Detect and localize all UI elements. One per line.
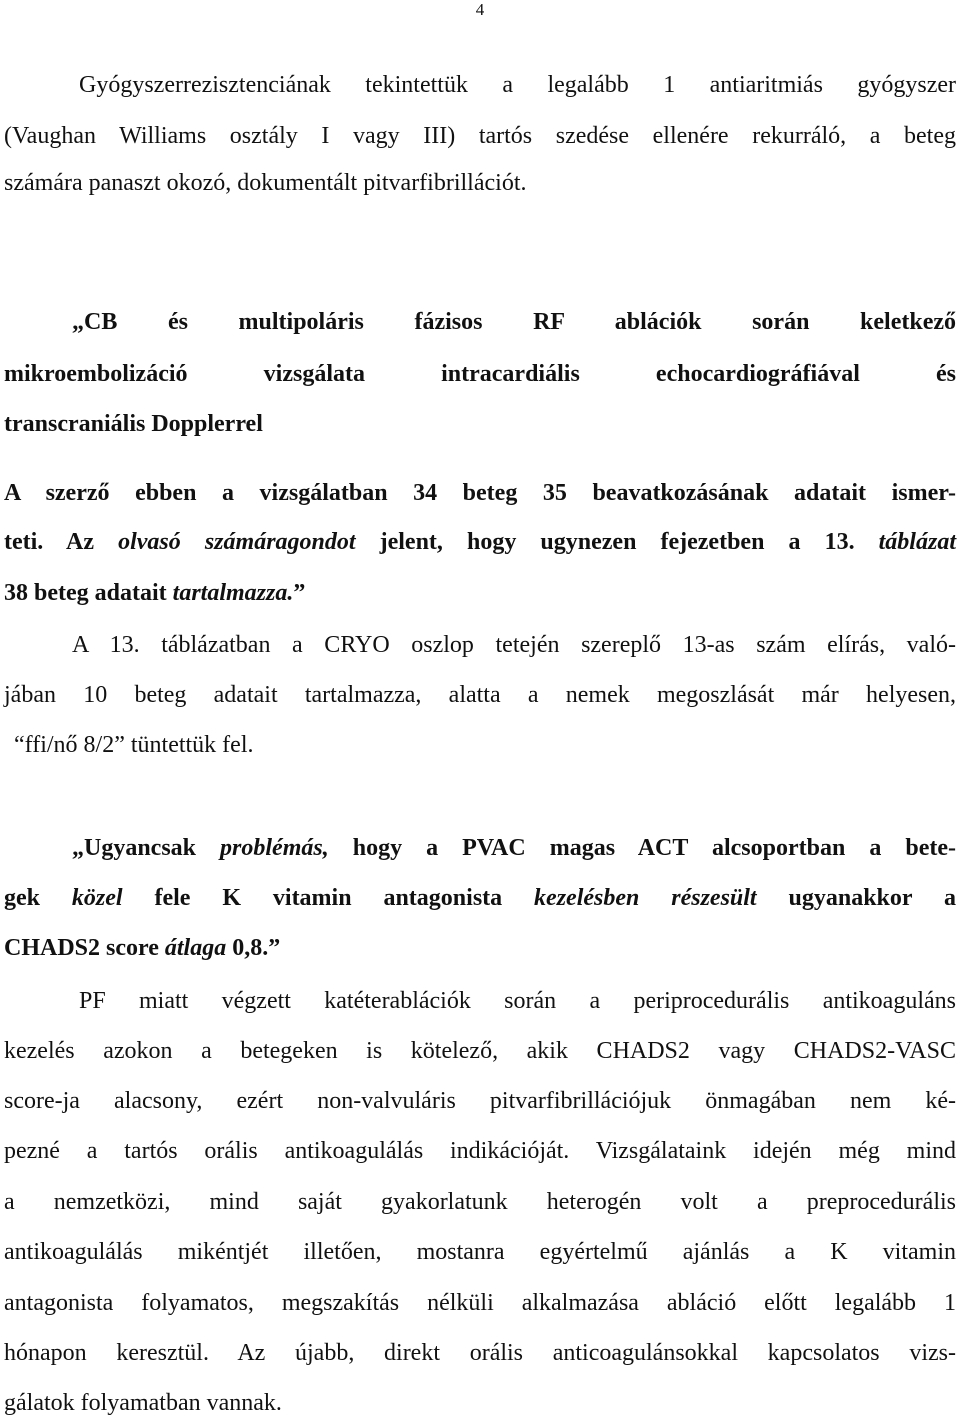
paragraph-line: antagonista folyamatos, megszakítás nélküli alkalmazása abláció előtt legalább 1 [4,1290,956,1316]
paragraph-line: PF miatt végzett katéterablációk során a periprocedurális antikoaguláns [79,988,956,1014]
paragraph-line: gálatok folyamatban vannak. [4,1390,282,1416]
paragraph-line: antikoagulálás mikéntjét illetően, mostanra egyértelmű ajánlás a K vitamin [4,1239,956,1265]
quote-line: 38 beteg adatait tartalmazza.” [4,580,306,606]
reply-line: “ffi/nő 8/2” tüntettük fel. [14,732,254,758]
paragraph-line: számára panaszt okozó, dokumentált pitvarfibrillációt. [4,170,527,196]
paragraph-line: pezné a tartós orális antikoagulálás indikációját. Vizsgálataink idején még mind [4,1138,956,1164]
quote-line: A szerző ebben a vizsgálatban 34 beteg 35 beavatkozásának adatait ismer- [4,480,956,506]
paragraph-line: a nemzetközi, mind saját gyakorlatunk heterogén volt a preprocedurális [4,1189,956,1215]
quote-heading-line: „CB és multipoláris fázisos RF ablációk során keletkező [72,309,956,335]
paragraph-line: Gyógyszerrezisztenciának tekintettük a legalább 1 antiaritmiás gyógyszer [79,72,956,98]
page-number: 4 [475,0,485,19]
paragraph-line: score-ja alacsony, ezért non-valvuláris pitvarfibrillációjuk önmagában nem ké- [4,1088,956,1114]
paragraph-line: kezelés azokon a betegeken is kötelező, akik CHADS2 vagy CHADS2-VASC [4,1038,956,1064]
quote-line: „Ugyancsak problémás, hogy a PVAC magas ACT alcsoportban a bete- [72,835,956,861]
reply-line: jában 10 beteg adatait tartalmazza, alatta a nemek megoszlását már helyesen, [4,682,956,708]
quote-line: gek közel fele K vitamin antagonista kezelésben részesült ugyanakkor a [4,885,957,911]
quote-line: teti. Az olvasó számáragondot jelent, hogy ugynezen fejezetben a 13. táblázat [4,529,956,555]
quote-line: CHADS2 score átlaga 0,8.” [4,935,281,961]
reply-line: A 13. táblázatban a CRYO oszlop tetején szereplő 13-as szám elírás, való- [72,632,956,658]
paragraph-line: (Vaughan Williams osztály I vagy III) tartós szedése ellenére rekurráló, a beteg [4,123,956,149]
quote-heading-line: mikroembolizáció vizsgálata intracardiális echocardiográfiával és [4,361,956,387]
paragraph-line: hónapon keresztül. Az újabb, direkt orális anticoagulánsokkal kapcsolatos vizs- [4,1340,956,1366]
quote-heading-line: transcraniális Dopplerrel [4,411,263,437]
